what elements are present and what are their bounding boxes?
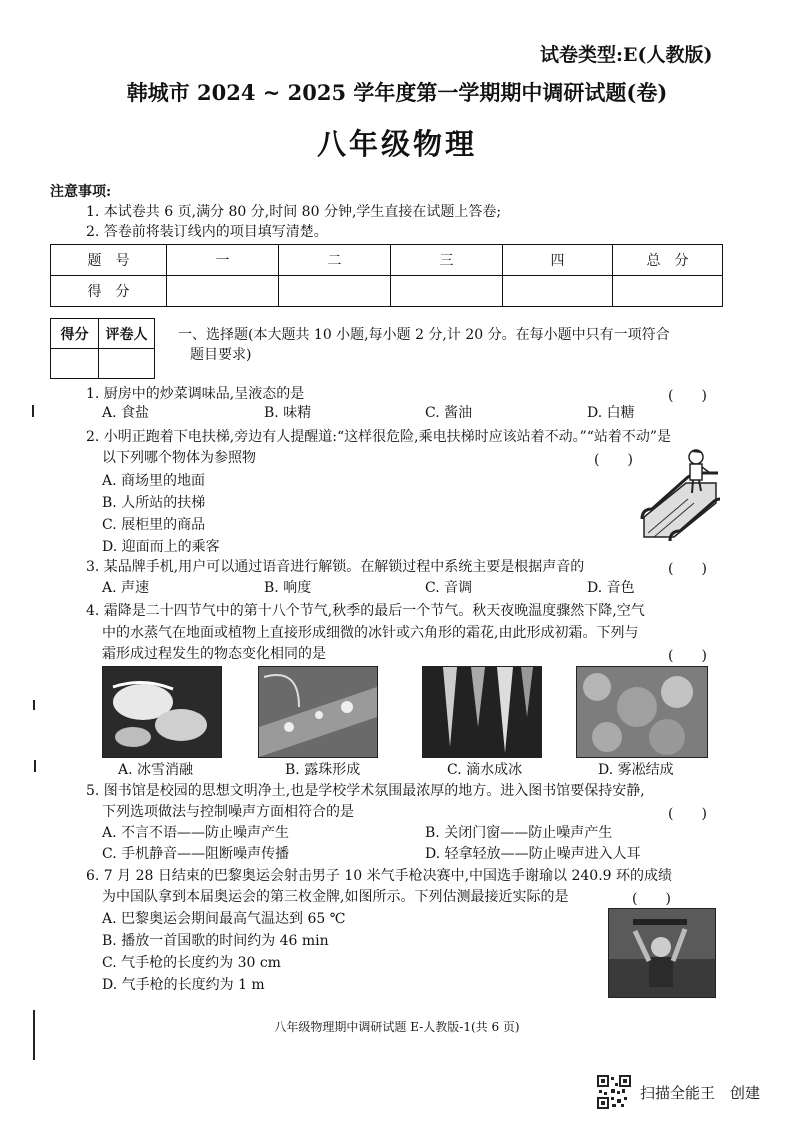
- grader-name-label: 评卷人: [99, 319, 155, 349]
- q2-answer-paren[interactable]: ( ): [594, 452, 633, 468]
- q6-option-b: B. 播放一首国歌的时间约为 46 min: [102, 933, 329, 949]
- q6-option-a: A. 巴黎奥运会期间最高气温达到 65 ℃: [102, 911, 346, 927]
- score-header-total: 总 分: [613, 245, 723, 276]
- q1-option-d: D. 白糖: [587, 405, 635, 421]
- photo-b-dew-forming: [258, 666, 378, 758]
- section1-intro-line1: 一、选择题(本大题共 10 小题,每小题 2 分,计 20 分。在每小题中只有一项符合: [178, 327, 670, 343]
- q3-answer-paren[interactable]: ( ): [668, 561, 707, 577]
- q4-stem-line3: 霜形成过程发生的物态变化相同的是: [102, 646, 326, 662]
- q2-option-a: A. 商场里的地面: [102, 473, 206, 489]
- score-cell-4[interactable]: [503, 276, 613, 307]
- photo-c-icicles: [422, 666, 542, 758]
- q2-option-c: C. 展柜里的商品: [102, 517, 206, 533]
- note-item-2: 2. 答卷前将装订线内的项目填写清楚。: [86, 224, 328, 240]
- note-item-1: 1. 本试卷共 6 页,满分 80 分,时间 80 分钟,学生直接在试题上答卷;: [86, 204, 502, 220]
- score-cell-3[interactable]: [391, 276, 503, 307]
- exam-title: 韩城市 2024 ~ 2025 学年度第一学期期中调研试题(卷): [126, 80, 668, 105]
- notes-heading: 注意事项:: [50, 184, 112, 200]
- q6-answer-paren[interactable]: ( ): [632, 891, 671, 907]
- q3-option-d: D. 音色: [587, 580, 635, 596]
- section1-intro-line2: 题目要求): [190, 347, 252, 363]
- q6-option-d: D. 气手枪的长度约为 1 m: [102, 977, 265, 993]
- q1-option-b: B. 味精: [264, 405, 312, 421]
- q1-stem: 1. 厨房中的炒菜调味品,呈液态的是: [86, 386, 305, 402]
- paper-type: 试卷类型:E(人教版): [540, 44, 713, 66]
- page-footer: 八年级物理期中调研试题 E-人教版-1(共 6 页): [274, 1020, 520, 1034]
- grader-box: [50, 318, 155, 379]
- q5-stem-line1: 5. 图书馆是校园的思想文明净土,也是学校学术氛围最浓厚的地方。进入图书馆要保持安静,: [86, 783, 645, 799]
- photo-d-rime: [576, 666, 708, 758]
- q1-option-a: A. 食盐: [102, 405, 150, 421]
- q2-stem-line1: 2. 小明正跑着下电扶梯,旁边有人提醒道:“这样很危险,乘电扶梯时应该站着不动。”“站着不动”是: [86, 429, 672, 445]
- q3-option-a: A. 声速: [102, 580, 150, 596]
- photo-a-ice-melting: [102, 666, 222, 758]
- binding-mark: [32, 405, 34, 417]
- score-cell-2[interactable]: [279, 276, 391, 307]
- escalator-illustration: [640, 445, 722, 545]
- score-header-2: 二: [279, 245, 391, 276]
- q5-option-d: D. 轻拿轻放——防止噪声进入人耳: [425, 846, 641, 862]
- q5-option-a: A. 不言不语——防止噪声产生: [102, 825, 290, 841]
- score-cell-total[interactable]: [613, 276, 723, 307]
- q5-answer-paren[interactable]: ( ): [668, 806, 707, 822]
- score-header-4: 四: [503, 245, 613, 276]
- score-header-label: 题 号: [51, 245, 167, 276]
- q4-stem-line2: 中的水蒸气在地面或植物上直接形成细微的冰针或六角形的霜花,由此形成初霜。下列与: [102, 625, 639, 641]
- score-cell-1[interactable]: [167, 276, 279, 307]
- grader-score-label: 得分: [51, 319, 99, 349]
- subject-title: 八年级物理: [316, 127, 477, 161]
- qr-code-icon: [597, 1075, 631, 1109]
- q5-stem-line2: 下列选项做法与控制噪声方面相符合的是: [102, 804, 354, 820]
- q2-stem-line2: 以下列哪个物体为参照物: [102, 450, 256, 466]
- q5-option-c: C. 手机静音——阻断噪声传播: [102, 846, 290, 862]
- grader-name-cell[interactable]: [99, 349, 155, 379]
- q2-option-d: D. 迎面而上的乘客: [102, 539, 220, 555]
- medalist-photo: [608, 908, 716, 998]
- q4-stem-line1: 4. 霜降是二十四节气中的第十八个节气,秋季的最后一个节气。秋天夜晚温度骤然下降,空气: [86, 603, 645, 619]
- q2-option-b: B. 人所站的扶梯: [102, 495, 206, 511]
- q4-option-c: C. 滴水成冰: [447, 762, 523, 778]
- binding-mark: [34, 760, 36, 772]
- q6-option-c: C. 气手枪的长度约为 30 cm: [102, 955, 281, 971]
- q4-option-b: B. 露珠形成: [285, 762, 361, 778]
- binding-line: [33, 1010, 35, 1060]
- q3-stem: 3. 某品牌手机,用户可以通过语音进行解锁。在解锁过程中系统主要是根据声音的: [86, 559, 585, 575]
- q3-option-b: B. 响度: [264, 580, 312, 596]
- q5-option-b: B. 关闭门窗——防止噪声产生: [425, 825, 613, 841]
- q6-stem-line2: 为中国队拿到本届奥运会的第三枚金牌,如图所示。下列估测最接近实际的是: [102, 889, 569, 905]
- score-row-label: 得 分: [51, 276, 167, 307]
- scanner-label: 扫描全能王 创建: [640, 1084, 761, 1102]
- q4-answer-paren[interactable]: ( ): [668, 648, 707, 664]
- q1-answer-paren[interactable]: ( ): [668, 388, 707, 404]
- q6-stem-line1: 6. 7 月 28 日结束的巴黎奥运会射击男子 10 米气手枪决赛中,中国选手谢瑜以 240.9 环的成绩: [86, 868, 673, 884]
- binding-mark: [33, 700, 35, 710]
- q3-option-c: C. 音调: [425, 580, 473, 596]
- score-header-1: 一: [167, 245, 279, 276]
- q4-option-d: D. 雾凇结成: [598, 762, 674, 778]
- q1-option-c: C. 酱油: [425, 405, 473, 421]
- grader-score-cell[interactable]: [51, 349, 99, 379]
- score-table: [50, 244, 723, 307]
- q4-option-a: A. 冰雪消融: [118, 762, 194, 778]
- score-header-3: 三: [391, 245, 503, 276]
